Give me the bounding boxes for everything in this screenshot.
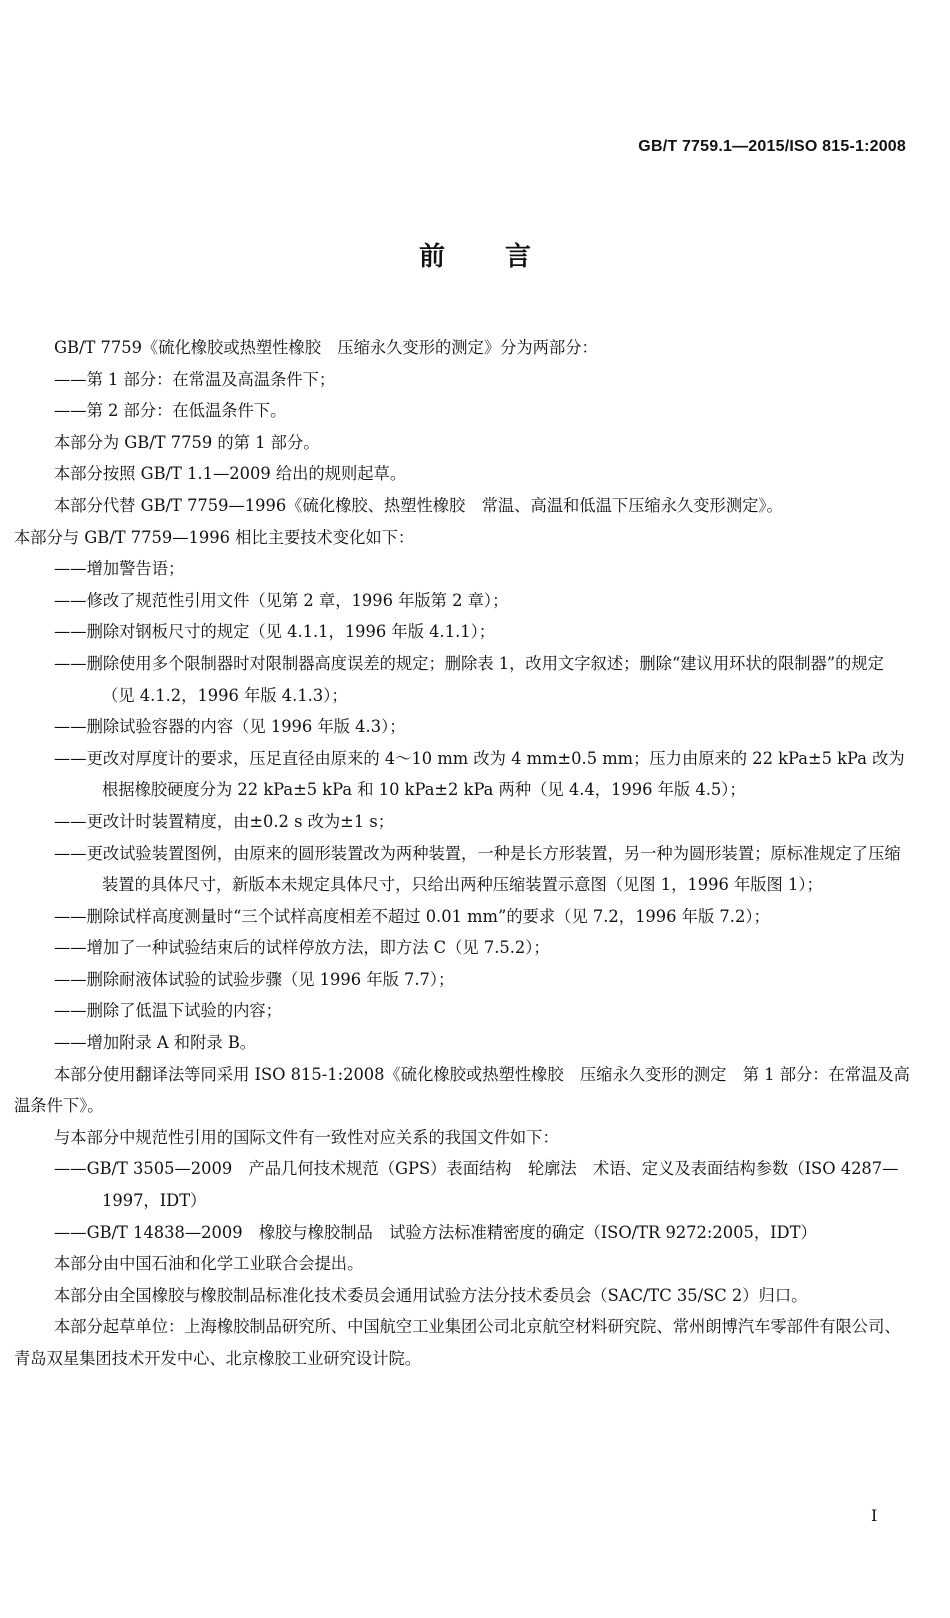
list-item-change: ——删除试样高度测量时“三个试样高度相差不超过 0.01 mm”的要求（见 7.2，1996 年版 7.2）；: [54, 906, 770, 926]
standard-code: GB/T 7759.1—2015/ISO 815-1:2008: [638, 138, 906, 155]
list-item-change: ——删除对钢板尺寸的规定（见 4.1.1，1996 年版 4.1.1）；: [54, 622, 496, 642]
paragraph-parts-intro: GB/T 7759《硫化橡胶或热塑性橡胶 压缩永久变形的测定》分为两部分：: [54, 338, 598, 357]
list-item-change: ——修改了规范性引用文件（见第 2 章，1996 年版第 2 章）；: [54, 590, 509, 610]
paragraph-replaces: 本部分代替 GB/T 7759—1996《硫化橡胶、热塑性橡胶 常温、高温和低温下压缩永久变形测定》。: [54, 495, 783, 515]
paragraph-this-part: 本部分为 GB/T 7759 的第 1 部分。: [54, 432, 320, 452]
page-title: 前言: [418, 242, 591, 272]
page-number: I: [871, 1506, 878, 1525]
list-item-reference: ——GB/T 3505—2009 产品几何技术规范（GPS）表面结构 轮廓法 术语、定义及表面结构参数（ISO 4287—1997，IDT）: [54, 1159, 899, 1211]
paragraph-drafting-units: 本部分起草单位：上海橡胶制品研究所、中国航空工业集团公司北京航空材料研究院、常州朗博汽车零部件有限公司、青岛双星集团技术开发中心、北京橡胶工业研究设计院。: [14, 1317, 901, 1368]
foreword-body: [14, 332, 910, 1375]
paragraph-proposed-by: 本部分由中国石油和化学工业联合会提出。: [54, 1254, 364, 1274]
paragraph-centralized-by: 本部分由全国橡胶与橡胶制品标准化技术委员会通用试验方法分技术委员会（SAC/TC 35/SC 2）归口。: [54, 1285, 808, 1305]
list-item-change: ——增加附录 A 和附录 B。: [54, 1033, 257, 1053]
list-item-change: ——删除耐液体试验的试验步骤（见 1996 年版 7.7）；: [54, 969, 455, 989]
list-item-change: ——更改计时装置精度，由±0.2 s 改为±1 s；: [54, 811, 394, 831]
paragraph-changes-intro: 本部分与 GB/T 7759—1996 相比主要技术变化如下：: [14, 527, 415, 547]
list-item-change: ——增加了一种试验结束后的试样停放方法，即方法 C（见 7.5.2）；: [54, 938, 550, 958]
paragraph-correspondence-intro: 与本部分中规范性引用的国际文件有一致性对应关系的我国文件如下：: [54, 1127, 559, 1147]
paragraph-drafting-rules: 本部分按照 GB/T 1.1—2009 给出的规则起草。: [54, 464, 407, 484]
list-item-reference: ——GB/T 14838—2009 橡胶与橡胶制品 试验方法标准精密度的确定（ISO/TR 9272:2005，IDT）: [54, 1222, 817, 1242]
list-item-part1: ——第 1 部分：在常温及高温条件下；: [54, 369, 336, 389]
paragraph-adoption: 本部分使用翻译法等同采用 ISO 815-1:2008《硫化橡胶或热塑性橡胶 压缩永久变形的测定 第 1 部分：在常温及高温条件下》。: [14, 1064, 910, 1116]
list-item-change: ——删除了低温下试验的内容；: [54, 1001, 282, 1021]
list-item-change: ——删除使用多个限制器时对限制器高度误差的规定；删除表 1，改用文字叙述；删除“建议用环状的限制器”的规定（见 4.1.2，1996 年版 4.1.3）；: [54, 653, 884, 705]
list-item-change: ——增加警告语；: [54, 559, 185, 579]
list-item-change: ——更改试验装置图例，由原来的圆形装置改为两种装置，一种是长方形装置，另一种为圆形装置；原标准规定了压缩装置的具体尺寸，新版本未规定具体尺寸，只给出两种压缩装置示意图（见图 1，1996 年版图 1）；: [54, 843, 901, 895]
list-item-part2: ——第 2 部分：在低温条件下。: [54, 401, 287, 421]
list-item-change: ——删除试验容器的内容（见 1996 年版 4.3）；: [54, 717, 406, 737]
list-item-change: ——更改对厚度计的要求，压足直径由原来的 4～10 mm 改为 4 mm±0.5 mm；压力由原来的 22 kPa±5 kPa 改为根据橡胶硬度分为 22 kPa±5 kPa 和 10 kPa±2 kPa 两种（见 4.4，1996 年版 4.5）；: [54, 748, 905, 800]
